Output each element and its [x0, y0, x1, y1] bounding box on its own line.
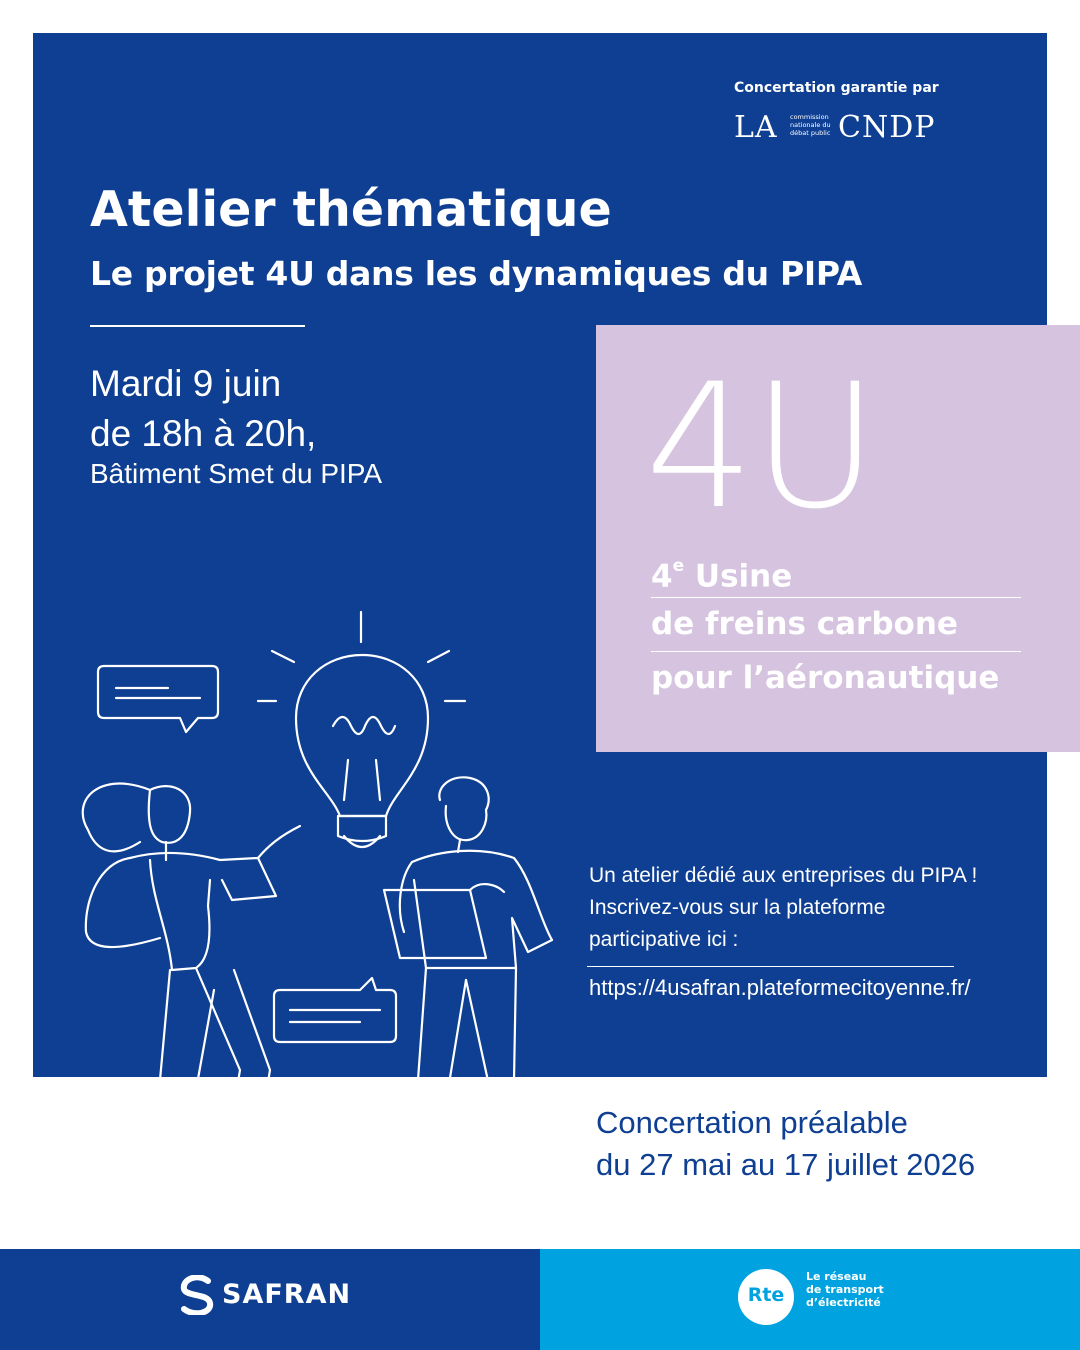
rte-tagline [806, 1270, 884, 1309]
speech-bubble-icon [98, 666, 218, 732]
project-line-3: pour l’aéronautique [651, 660, 1000, 696]
project-line-1-rest: Usine [684, 558, 793, 595]
registration-line-3: participative ici : [589, 928, 739, 951]
cndp-block [734, 80, 964, 145]
registration-info [589, 860, 977, 956]
page-subtitle: Le projet 4U dans les dynamiques du PIPA [90, 254, 862, 293]
illustration [60, 600, 580, 1230]
speech-bubble-2-icon [274, 978, 396, 1042]
project-line-1-num: 4 [651, 558, 673, 595]
rte-logo [738, 1269, 794, 1325]
concertation-line-1: Concertation préalable [596, 1105, 908, 1140]
page-title: Atelier thématique [90, 181, 612, 238]
registration-divider [587, 966, 954, 967]
event-time: de 18h à 20h, [90, 413, 317, 454]
cndp-logo-mini-text: commission nationale du débat public [790, 113, 831, 137]
safran-wordmark: SAFRAN [222, 1279, 352, 1310]
rte-logo-text: Rte [747, 1284, 785, 1306]
project-rule-2 [651, 651, 1021, 652]
project-line-1-sup: e [672, 556, 685, 576]
title-divider [90, 325, 305, 327]
project-rule-1 [651, 597, 1021, 598]
cndp-label: Concertation garantie par [734, 80, 939, 96]
event-date: Mardi 9 juin [90, 363, 282, 404]
concertation-dates [596, 1102, 975, 1186]
rte-tagline-3: d’électricité [806, 1296, 881, 1309]
light-rays-icon [258, 612, 465, 701]
rte-tagline-2: de transport [806, 1283, 884, 1296]
cndp-logo-la: LA [734, 110, 778, 145]
lightbulb-icon [296, 655, 428, 847]
project-line-1 [651, 552, 792, 594]
man-figure-icon [384, 777, 552, 1212]
cndp-logo [734, 106, 954, 146]
registration-line-2: Inscrivez-vous sur la plateforme [589, 896, 886, 919]
safran-swirl-icon [178, 1275, 216, 1315]
registration-url-link[interactable]: https://4usafran.plateformecitoyenne.fr/ [589, 975, 971, 1000]
concertation-line-2: du 27 mai au 17 juillet 2026 [596, 1147, 976, 1182]
event-place: Bâtiment Smet du PIPA [90, 458, 383, 489]
woman-figure-icon [83, 784, 300, 1212]
safran-logo [178, 1275, 378, 1315]
cndp-logo-text: CNDP [838, 110, 936, 145]
rte-tagline-1: Le réseau [806, 1270, 867, 1283]
project-big-label: 4U [645, 346, 877, 547]
project-line-2: de freins carbone [651, 606, 958, 642]
registration-line-1: Un atelier dédié aux entreprises du PIPA ! [589, 864, 978, 887]
